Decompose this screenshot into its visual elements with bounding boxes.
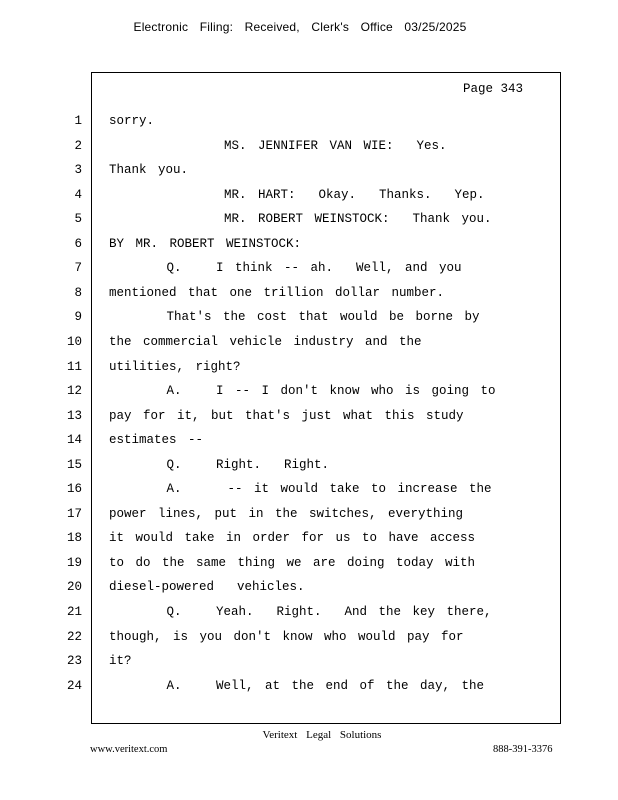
- line-text: A. I -- I don't know who is going to: [109, 384, 496, 398]
- line-number: 10: [66, 335, 82, 349]
- line-text: to do the same thing we are doing today with: [109, 556, 476, 570]
- line-number: 9: [74, 310, 82, 324]
- line-text: Q. Yeah. Right. And the key there,: [109, 605, 492, 619]
- line-text: A. Well, at the end of the day, the: [109, 679, 485, 693]
- line-number: 6: [74, 237, 82, 251]
- line-number: 19: [66, 556, 82, 570]
- line-number: 16: [66, 482, 82, 496]
- line-number: 22: [66, 630, 82, 644]
- line-text: power lines, put in the switches, everything: [109, 507, 464, 521]
- line-number: 20: [66, 580, 82, 594]
- footer-phone: 888-391-3376: [493, 744, 553, 755]
- line-text: BY MR. ROBERT WEINSTOCK:: [109, 237, 302, 251]
- line-text: Q. I think -- ah. Well, and you: [109, 261, 462, 275]
- line-number: 7: [74, 261, 82, 275]
- line-number: 11: [66, 360, 82, 374]
- line-number: 2: [74, 139, 82, 153]
- line-text: sorry.: [109, 114, 155, 128]
- line-text: though, is you don't know who would pay for: [109, 630, 464, 644]
- line-text: it?: [109, 654, 132, 668]
- line-text: diesel-powered vehicles.: [109, 580, 305, 594]
- line-text: mentioned that one trillion dollar number.: [109, 286, 445, 300]
- line-text: Thank you.: [109, 163, 189, 177]
- line-text: That's the cost that would be borne by: [109, 310, 480, 324]
- line-number: 24: [66, 679, 82, 693]
- line-number: 21: [66, 605, 82, 619]
- line-text: estimates --: [109, 433, 204, 447]
- line-number: 17: [66, 507, 82, 521]
- line-text: MR. HART: Okay. Thanks. Yep.: [109, 188, 485, 202]
- line-text: MR. ROBERT WEINSTOCK: Thank you.: [109, 212, 492, 226]
- line-text: the commercial vehicle industry and the: [109, 335, 422, 349]
- line-text: A. -- it would take to increase the: [109, 482, 492, 496]
- line-number: 12: [66, 384, 82, 398]
- line-text: utilities, right?: [109, 360, 241, 374]
- footer-website: www.veritext.com: [90, 744, 168, 755]
- line-number: 1: [74, 114, 82, 128]
- line-number: 23: [66, 654, 82, 668]
- line-text: pay for it, but that's just what this study: [109, 409, 464, 423]
- line-text: MS. JENNIFER VAN WIE: Yes.: [109, 139, 447, 153]
- line-text: Q. Right. Right.: [109, 458, 330, 472]
- line-number: 5: [74, 212, 82, 226]
- line-number: 4: [74, 188, 82, 202]
- footer-company: Veritext Legal Solutions: [262, 729, 382, 741]
- line-text: it would take in order for us to have access: [109, 531, 476, 545]
- filing-header: Electronic Filing: Received, Clerk's Office 03/25/2025: [133, 20, 467, 34]
- line-number: 15: [66, 458, 82, 472]
- line-number: 18: [66, 531, 82, 545]
- line-number: 3: [74, 163, 82, 177]
- line-number: 14: [66, 433, 82, 447]
- line-number: 8: [74, 286, 82, 300]
- page-number: Page 343: [463, 82, 524, 96]
- line-number: 13: [66, 409, 82, 423]
